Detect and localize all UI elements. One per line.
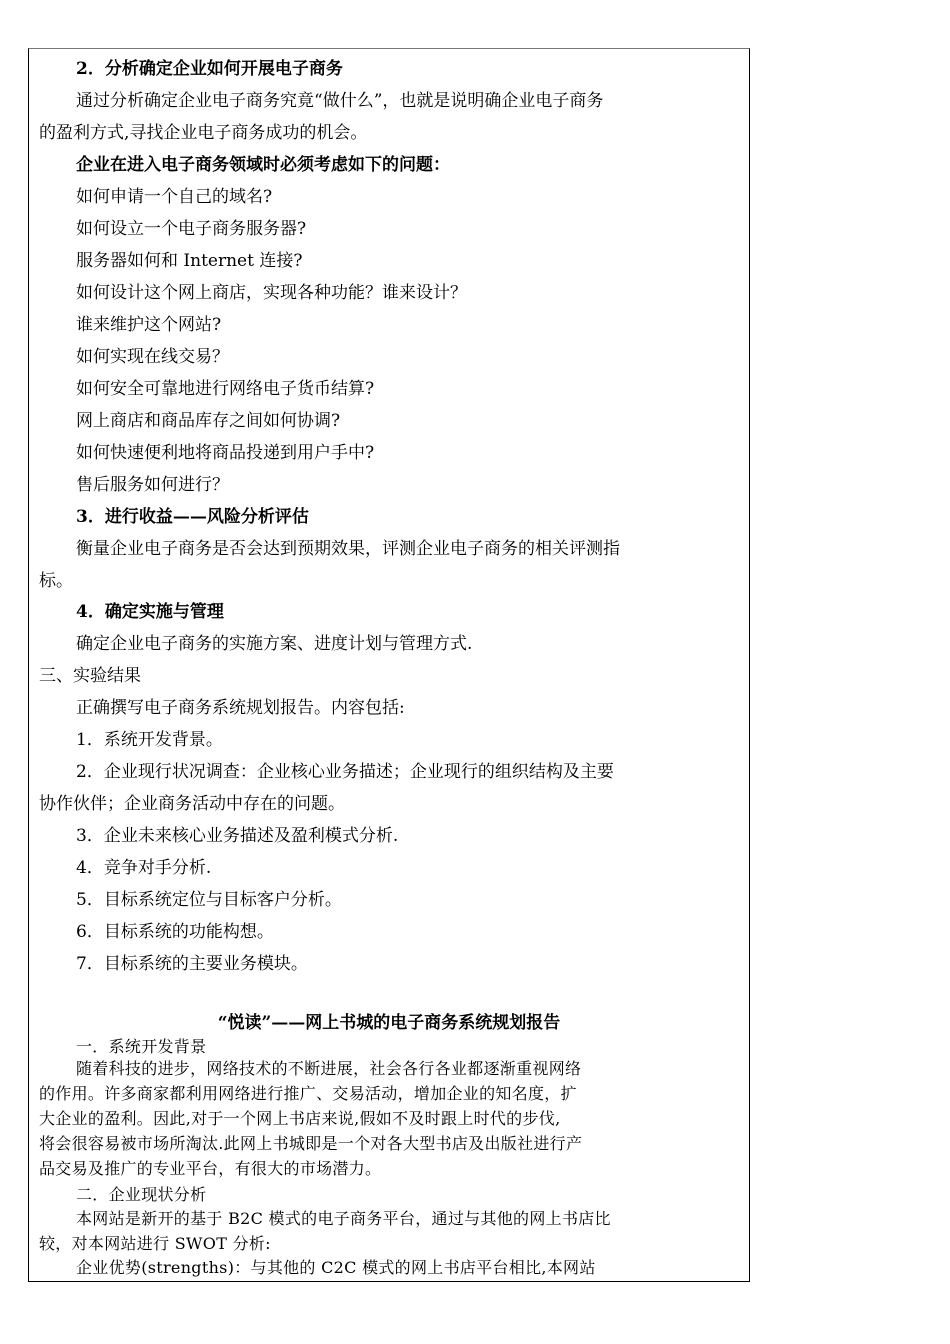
questions-heading: 企业在进入电子商务领域时必须考虑如下的问题： [76,155,450,175]
results-item: 4．竞争对手分析. [76,858,212,878]
paragraph-line: 确定企业电子商务的实施方案、进度计划与管理方式. [76,634,473,654]
section-heading-2: 2．分析确定企业如何开展电子商务 [76,59,343,79]
report-paragraph-line: 较，对本网站进行 SWOT 分析: [39,1234,271,1253]
report-paragraph-line: 随着科技的进步，网络技术的不断进展，社会各行各业都逐渐重视网络 [76,1059,582,1078]
question-item: 谁来维护这个网站? [76,315,222,335]
report-paragraph-line: 的作用。许多商家都利用网络进行推广、交易活动，增加企业的知名度，扩 [39,1084,577,1103]
report-section-heading: 一．系统开发背景 [76,1037,207,1056]
report-paragraph-line: 本网站是新开的基于 B2C 模式的电子商务平台，通过与其他的网上书店比 [76,1209,611,1228]
question-item: 服务器如何和 Internet 连接? [76,251,303,271]
paragraph-line: 通过分析确定企业电子商务究竟“做什么”，也就是说明确企业电子商务 [76,91,604,111]
report-paragraph-line: 大企业的盈利。因此,对于一个网上书店来说,假如不及时跟上时代的步伐, [39,1109,561,1128]
report-paragraph-line: 将会很容易被市场所淘汰.此网上书城即是一个对各大型书店及出版社进行产 [39,1134,583,1153]
question-item: 网上商店和商品库存之间如何协调? [76,411,341,431]
results-item: 1．系统开发背景。 [76,730,223,750]
results-intro: 正确撰写电子商务系统规划报告。内容包括: [76,698,405,718]
question-item: 售后服务如何进行？ [76,475,229,495]
results-item: 7．目标系统的主要业务模块。 [76,954,308,974]
question-item: 如何实现在线交易？ [76,347,229,367]
results-item: 5．目标系统定位与目标客户分析。 [76,890,342,910]
question-item: 如何设立一个电子商务服务器? [76,219,307,239]
question-item: 如何安全可靠地进行网络电子货币结算? [76,379,375,399]
results-item: 3．企业未来核心业务描述及盈利模式分析. [76,826,399,846]
question-item: 如何申请一个自己的域名? [76,187,273,207]
results-item: 协作伙伴；企业商务活动中存在的问题。 [39,794,345,814]
report-paragraph-line: 品交易及推广的专业平台，有很大的市场潜力。 [39,1159,382,1178]
report-section-heading: 二．企业现状分析 [76,1185,207,1204]
report-paragraph-line: 企业优势(strengths)：与其他的 C2C 模式的网上书店平台相比,本网站 [76,1258,596,1277]
paragraph-line: 衡量企业电子商务是否会达到预期效果，评测企业电子商务的相关评测指 [76,539,620,559]
section-heading-4: 4．确定实施与管理 [76,602,224,622]
question-item: 如何快速便利地将商品投递到用户手中? [76,443,375,463]
paragraph-line: 的盈利方式,寻找企业电子商务成功的机会。 [39,123,368,143]
question-item: 如何设计这个网上商店，实现各种功能？谁来设计？ [76,283,467,303]
section-heading-3: 3．进行收益——风险分析评估 [76,507,309,527]
results-heading: 三、实验结果 [39,666,141,686]
results-item: 2．企业现行状况调查：企业核心业务描述；企业现行的组织结构及主要 [76,762,614,782]
report-title: “悦读”——网上书城的电子商务系统规划报告 [217,1013,561,1033]
results-item: 6．目标系统的功能构想。 [76,922,274,942]
paragraph-line: 标。 [39,571,73,591]
